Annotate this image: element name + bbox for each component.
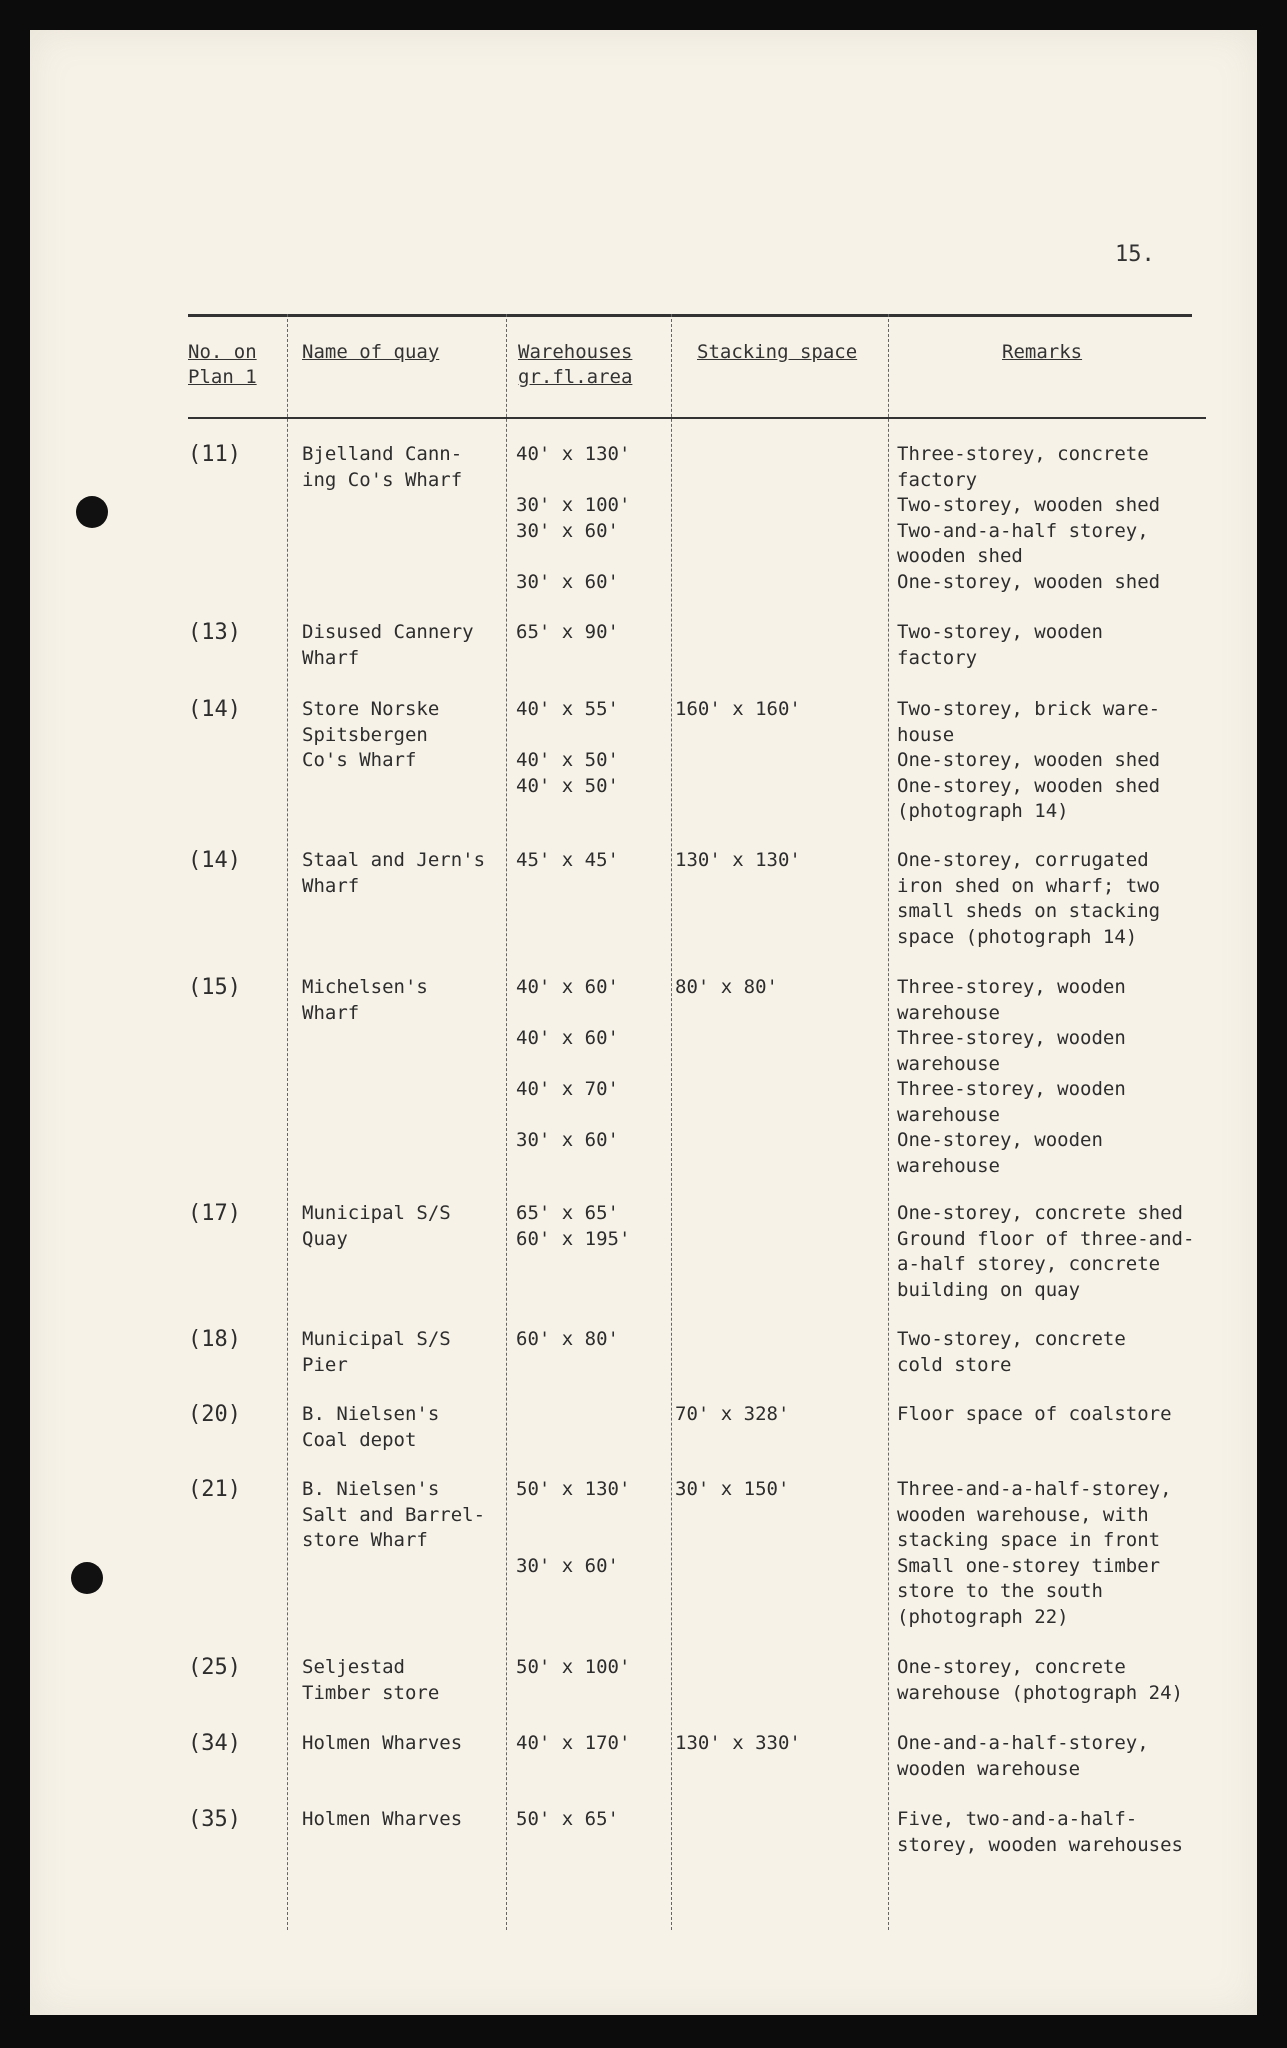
- column-divider: [671, 314, 672, 1930]
- remark-line: warehouse: [897, 1103, 1000, 1126]
- remarks: [897, 1477, 1172, 1630]
- remark-line: One-storey, wooden shed: [897, 774, 1161, 797]
- remark-line: Ground floor of three-and-: [897, 1227, 1195, 1250]
- warehouse-dimension: 40' x 170': [516, 1732, 631, 1754]
- punch-hole: [76, 496, 108, 528]
- remark-line: Three-storey, concrete: [897, 443, 1149, 465]
- quay-name-line: Wharf: [302, 646, 360, 669]
- quay-name-line: Municipal S/S: [302, 1202, 451, 1224]
- quay-name-line: store Wharf: [302, 1529, 428, 1551]
- quay-name-line: Store Norske: [302, 698, 440, 720]
- plan-number: (14): [188, 848, 241, 873]
- remarks: [897, 1655, 1183, 1706]
- remark-line: wooden warehouse: [897, 1757, 1081, 1780]
- remark-line: factory: [897, 646, 978, 669]
- quay-name-line: Michelsen's: [302, 976, 428, 998]
- quay-name: [302, 1655, 439, 1706]
- remark-line: wooden warehouse, with: [897, 1503, 1149, 1526]
- page-number: 15.: [1115, 242, 1155, 267]
- remark-line: wooden shed: [897, 545, 1023, 567]
- warehouse-dimension: 30' x 60': [516, 1554, 619, 1577]
- warehouse-dimension: 40' x 60': [516, 1027, 619, 1049]
- warehouse-dimension: 30' x 60': [516, 570, 619, 593]
- stacking-dimension: 30' x 150': [675, 1478, 790, 1500]
- remark-line: Floor space of coalstore: [897, 1403, 1172, 1425]
- quay-name-line: Holmen Wharves: [302, 1808, 463, 1830]
- remark-line: cold store: [897, 1353, 1012, 1376]
- warehouse-dimension: 40' x 60': [516, 976, 619, 998]
- stacking-dimension: 80' x 80': [675, 976, 778, 998]
- quay-name: [302, 1477, 485, 1554]
- warehouse-dimension: 45' x 45': [516, 849, 619, 871]
- header-bottom-rule: [188, 417, 1206, 419]
- remark-line: (photograph 22): [897, 1605, 1069, 1628]
- plan-number: (21): [188, 1477, 241, 1502]
- remark-line: One-storey, corrugated: [897, 849, 1149, 871]
- remark-line: One-storey, concrete shed: [897, 1202, 1183, 1224]
- remark-line: small sheds on stacking: [897, 900, 1161, 922]
- warehouse-dimension: 40' x 50': [516, 749, 619, 771]
- warehouse-dimension: 30' x 60': [516, 1129, 619, 1151]
- remarks: [897, 1327, 1126, 1378]
- header-no: No. on Plan 1: [188, 341, 257, 388]
- remark-line: store to the south: [897, 1580, 1103, 1602]
- remark-line: Small one-storey timber: [897, 1554, 1161, 1577]
- plan-number: (13): [188, 620, 241, 645]
- remark-line: factory: [897, 468, 978, 491]
- plan-number: (15): [188, 975, 241, 1000]
- plan-number: (17): [188, 1201, 241, 1226]
- remarks: [897, 1731, 1149, 1782]
- remark-line: Two-storey, wooden: [897, 621, 1103, 643]
- warehouse-dimension: 30' x 100': [516, 494, 631, 516]
- warehouse-dimension: 40' x 55': [516, 698, 619, 720]
- quay-name-line: Spitsbergen: [302, 723, 428, 746]
- column-divider: [287, 314, 288, 1930]
- quay-name-line: Wharf: [302, 1001, 360, 1024]
- remark-line: storey, wooden warehouses: [897, 1833, 1183, 1856]
- remarks: [897, 620, 1103, 671]
- plan-number: (25): [188, 1655, 241, 1680]
- remark-line: Two-and-a-half storey,: [897, 519, 1149, 542]
- plan-number: (14): [188, 697, 241, 722]
- quay-name-line: B. Nielsen's: [302, 1403, 440, 1425]
- remarks: [897, 1402, 1172, 1428]
- warehouse-dimension: 40' x 70': [516, 1078, 619, 1100]
- quay-name: [302, 1201, 451, 1252]
- warehouse-dimension: 65' x 90': [516, 621, 619, 643]
- remark-line: a-half storey, concrete: [897, 1253, 1161, 1275]
- remark-line: warehouse: [897, 1052, 1000, 1075]
- quay-name-line: Wharf: [302, 874, 360, 897]
- header-stacking-space: Stacking space: [697, 341, 858, 363]
- remark-line: warehouse: [897, 1001, 1000, 1024]
- header-name: Name of quay: [302, 341, 440, 363]
- remark-line: house: [897, 723, 955, 746]
- remark-line: Five, two-and-a-half-: [897, 1808, 1138, 1830]
- quay-name-line: Municipal S/S: [302, 1328, 451, 1350]
- punch-hole: [71, 1562, 103, 1594]
- quay-name-line: B. Nielsen's: [302, 1478, 440, 1500]
- warehouse-dimension: 50' x 65': [516, 1808, 619, 1830]
- quay-name: [302, 1807, 462, 1833]
- warehouse-dimension: 65' x 65': [516, 1202, 619, 1224]
- warehouse-dimension: 50' x 130': [516, 1478, 631, 1500]
- quay-name: [302, 697, 439, 774]
- remark-line: Three-and-a-half-storey,: [897, 1478, 1172, 1500]
- table-top-rule: [188, 314, 1192, 317]
- quay-name: [302, 620, 474, 671]
- remark-line: warehouse: [897, 1154, 1000, 1177]
- remarks: [897, 1807, 1183, 1858]
- quay-name-line: Salt and Barrel-: [302, 1503, 486, 1526]
- quay-name: [302, 1731, 462, 1757]
- quay-name-line: Seljestad: [302, 1656, 405, 1678]
- remark-line: Two-storey, wooden shed: [897, 494, 1161, 516]
- remark-line: Three-storey, wooden: [897, 976, 1126, 998]
- quay-name-line: Disused Cannery: [302, 621, 474, 643]
- quay-name: [302, 1327, 451, 1378]
- remark-line: warehouse (photograph 24): [897, 1681, 1183, 1704]
- quay-name-line: Coal depot: [302, 1428, 417, 1451]
- warehouse-dimension: 60' x 195': [516, 1227, 631, 1250]
- remarks: [897, 848, 1160, 950]
- quay-name: [302, 1402, 439, 1453]
- quay-name-line: Bjelland Cann-: [302, 443, 463, 465]
- warehouse-dimension: 40' x 130': [516, 443, 631, 465]
- plan-number: (20): [188, 1402, 241, 1427]
- quay-name: [302, 848, 485, 899]
- remark-line: (photograph 14): [897, 800, 1069, 822]
- quay-name-line: Holmen Wharves: [302, 1732, 463, 1754]
- remark-line: iron shed on wharf; two: [897, 874, 1161, 897]
- stacking-dimension: 130' x 330': [675, 1732, 801, 1754]
- remarks: [897, 697, 1160, 825]
- remark-line: One-storey, wooden shed: [897, 749, 1161, 771]
- column-divider: [888, 314, 889, 1930]
- quay-name: [302, 975, 428, 1026]
- remark-line: stacking space in front: [897, 1529, 1161, 1551]
- quay-name-line: ing Co's Wharf: [302, 468, 463, 491]
- plan-number: (18): [188, 1327, 241, 1352]
- quay-name-line: Staal and Jern's: [302, 849, 486, 871]
- quay-name-line: Co's Wharf: [302, 749, 417, 771]
- remark-line: One-storey, wooden shed: [897, 570, 1161, 593]
- header-warehouses: Warehouses gr.fl.area: [518, 341, 633, 388]
- warehouse-dimension: 30' x 60': [516, 519, 619, 542]
- remark-line: building on quay: [897, 1278, 1081, 1301]
- warehouse-dimension: 60' x 80': [516, 1328, 619, 1350]
- remark-line: Two-storey, concrete: [897, 1328, 1126, 1350]
- stacking-dimension: 160' x 160': [675, 698, 801, 720]
- remark-line: Three-storey, wooden: [897, 1078, 1126, 1100]
- remark-line: Three-storey, wooden: [897, 1027, 1126, 1049]
- remarks: [897, 1201, 1194, 1303]
- quay-name-line: Pier: [302, 1353, 348, 1376]
- warehouse-dimension: 40' x 50': [516, 774, 619, 797]
- quay-name: [302, 442, 462, 493]
- remarks: [897, 442, 1160, 595]
- remark-line: One-storey, concrete: [897, 1656, 1126, 1678]
- stacking-dimension: 130' x 130': [675, 849, 801, 871]
- plan-number: (11): [188, 442, 241, 467]
- quay-name-line: Timber store: [302, 1681, 440, 1704]
- remark-line: One-storey, wooden: [897, 1129, 1103, 1151]
- stacking-dimension: 70' x 328': [675, 1403, 790, 1425]
- warehouse-dimension: 50' x 100': [516, 1656, 631, 1678]
- header-remarks: Remarks: [1002, 341, 1083, 363]
- remark-line: Two-storey, brick ware-: [897, 698, 1161, 720]
- remark-line: space (photograph 14): [897, 925, 1138, 948]
- column-divider: [506, 314, 507, 1930]
- quay-name-line: Quay: [302, 1227, 348, 1250]
- remark-line: One-and-a-half-storey,: [897, 1732, 1149, 1754]
- plan-number: (35): [188, 1807, 241, 1832]
- plan-number: (34): [188, 1731, 241, 1756]
- remarks: [897, 975, 1126, 1179]
